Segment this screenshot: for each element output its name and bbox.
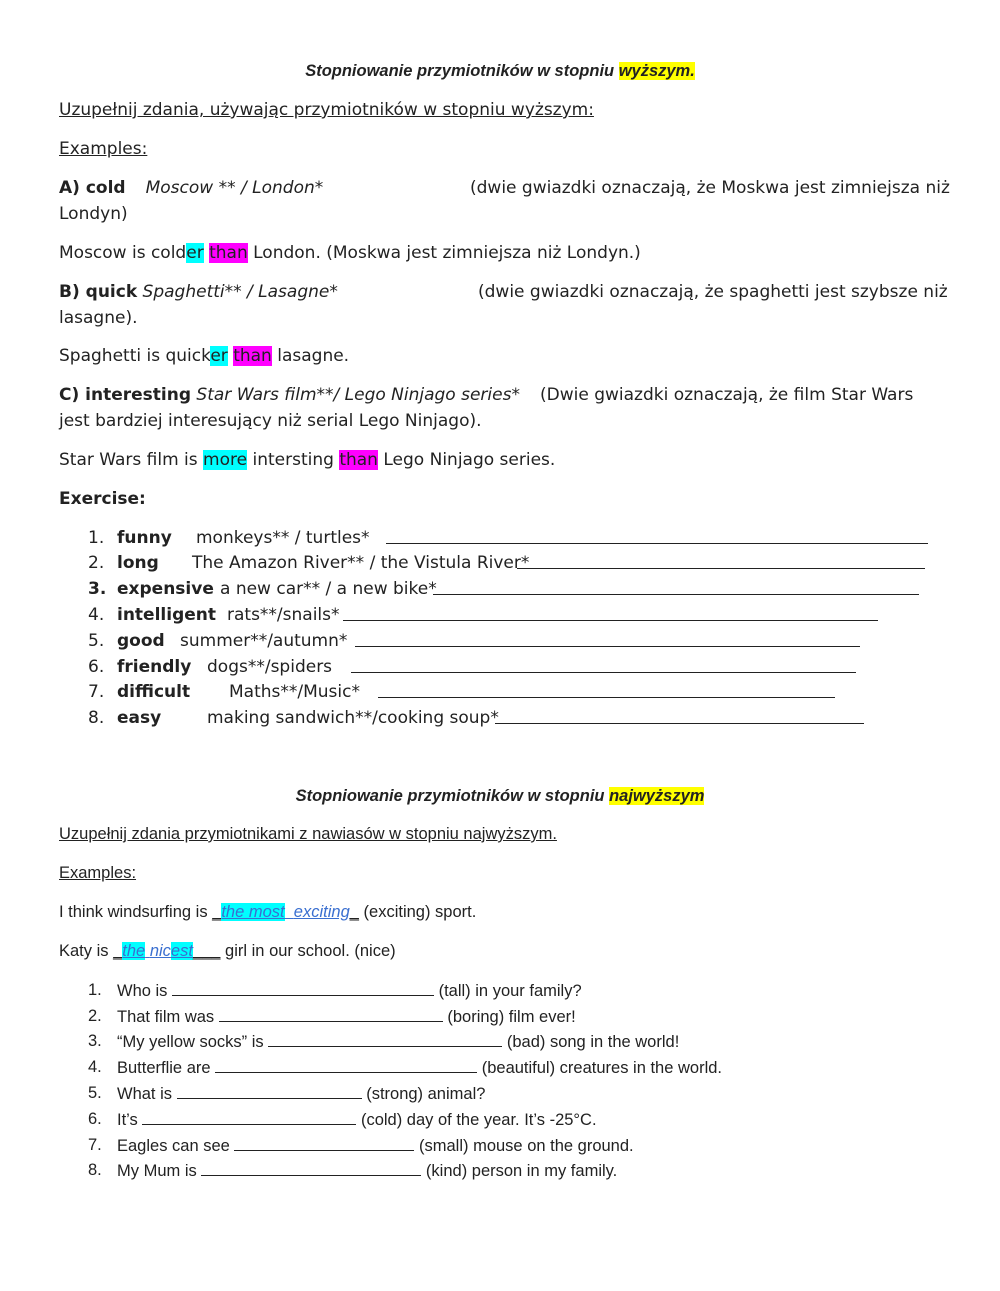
- ex1-pre: I think windsurfing is: [59, 903, 213, 921]
- example-b-suffix-highlight: er: [210, 346, 228, 366]
- ex2-underscore-end: ___: [192, 942, 221, 960]
- example-c-sentence-end: Lego Ninjago series.: [377, 450, 556, 470]
- ex2-suffix-highlight: est: [170, 942, 193, 960]
- item-number: 7.: [88, 682, 105, 702]
- item-pre: Who is: [117, 982, 173, 1000]
- item-adjective: funny: [117, 528, 172, 548]
- answer-blank[interactable]: [386, 527, 928, 544]
- item-number: 1.: [88, 981, 102, 999]
- section2-examples-label: Examples:: [59, 864, 137, 882]
- item-words: a new car** / a new bike*: [220, 579, 437, 599]
- example-a-words: Moscow ** / London*: [145, 178, 324, 198]
- exercise2-item: [88, 1030, 680, 1052]
- example-a-line: [59, 177, 323, 199]
- answer-blank[interactable]: [234, 1134, 414, 1151]
- item-pre: That film was: [117, 1008, 219, 1026]
- example-c-words: Star Wars film**/ Lego Ninjago series*: [196, 385, 520, 405]
- answer-blank[interactable]: [517, 552, 925, 569]
- example-b-sentence: [59, 345, 349, 367]
- section1-instruction: Uzupełnij zdania, używając przymiotników w stopniu wyższym:: [59, 100, 594, 120]
- item-words: rats**/snails*: [227, 605, 340, 625]
- example-c-line: [59, 384, 520, 406]
- item-adjective: good: [117, 631, 165, 651]
- example-superlative-2: [59, 940, 396, 962]
- answer-blank[interactable]: [142, 1108, 356, 1125]
- answer-blank[interactable]: [172, 979, 434, 996]
- item-adjective: long: [117, 553, 159, 573]
- ex2-pre: Katy is: [59, 942, 114, 960]
- example-b-sentence-end: lasagne.: [271, 346, 350, 366]
- ex1-underscore-end: _: [349, 903, 359, 921]
- item-pre: It’s: [117, 1111, 143, 1129]
- ex2-the-highlight: the: [122, 942, 146, 960]
- example-a-note-cont: Londyn): [59, 204, 128, 224]
- example-c-middle: intersting: [247, 450, 340, 470]
- answer-blank[interactable]: [343, 604, 878, 621]
- section1-title-text: Stopniowanie przymiotników w stopniu: [305, 62, 619, 80]
- item-adjective: intelligent: [117, 605, 216, 625]
- ex2-stem: nic: [149, 942, 171, 960]
- example-a-suffix-highlight: er: [186, 243, 204, 263]
- example-a-sentence-start: Moscow is cold: [59, 243, 187, 263]
- item-pre: “My yellow socks” is: [117, 1033, 269, 1051]
- section2-title-text: Stopniowanie przymiotników w stopniu: [295, 787, 610, 805]
- example-c-more-highlight: more: [203, 450, 248, 470]
- example-a-label: A) cold: [59, 178, 126, 198]
- item-words: summer**/autumn*: [180, 631, 348, 651]
- item-number: 5.: [88, 631, 105, 651]
- example-c-sentence-start: Star Wars film is: [59, 450, 204, 470]
- answer-blank[interactable]: [201, 1159, 421, 1176]
- answer-blank[interactable]: [351, 656, 856, 673]
- exercise2-item: [88, 1056, 723, 1078]
- item-adjective: difficult: [117, 682, 191, 702]
- item-number: 8.: [88, 708, 105, 728]
- answer-blank[interactable]: [219, 1005, 443, 1022]
- example-a-sentence-end: London. (Moskwa jest zimniejsza niż Londyn.): [247, 243, 641, 263]
- answer-blank[interactable]: [177, 1082, 362, 1099]
- item-number: 6.: [88, 657, 105, 677]
- example-c-note-cont: jest bardziej interesujący niż serial Lego Ninjago).: [59, 411, 482, 431]
- exercise1-item: [88, 552, 530, 574]
- example-b-sentence-start: Spaghetti is quick: [59, 346, 211, 366]
- ex1-underscore: _: [212, 903, 222, 921]
- exercise1-item: [88, 630, 348, 652]
- ex2-underscore: _: [113, 942, 123, 960]
- exercise2-item: [88, 1108, 597, 1130]
- answer-blank[interactable]: [268, 1030, 502, 1047]
- item-number: 2.: [88, 1007, 102, 1025]
- exercise1-item: [88, 578, 437, 600]
- exercise2-item: [88, 979, 582, 1001]
- item-adjective: friendly: [117, 657, 192, 677]
- example-a-note: (dwie gwiazdki oznaczają, że Moskwa jest zimniejsza niż: [470, 178, 950, 198]
- section1-examples-label: Examples:: [59, 139, 148, 159]
- item-number: 6.: [88, 1110, 102, 1128]
- item-number: 5.: [88, 1084, 102, 1102]
- exercise2-item: [88, 1159, 618, 1181]
- item-post: (boring) film ever!: [442, 1008, 576, 1026]
- item-number: 7.: [88, 1136, 102, 1154]
- item-number: 4.: [88, 1058, 102, 1076]
- item-post: (strong) animal?: [361, 1085, 486, 1103]
- example-c-note: (Dwie gwiazdki oznaczają, że film Star Wars: [540, 385, 914, 405]
- item-adjective: expensive: [117, 579, 214, 599]
- item-number: 2.: [88, 553, 105, 573]
- exercise2-item: [88, 1082, 486, 1104]
- answer-blank[interactable]: [215, 1056, 477, 1073]
- example-b-line: [59, 281, 338, 303]
- item-post: (small) mouse on the ground.: [414, 1137, 634, 1155]
- example-superlative-1: [59, 901, 476, 923]
- example-b-label: B) quick: [59, 282, 138, 302]
- example-a-sentence: [59, 242, 641, 264]
- example-c-than-highlight: than: [339, 450, 378, 470]
- item-pre: My Mum is: [117, 1162, 202, 1180]
- exercise1-item: [88, 707, 499, 729]
- item-post: (cold) day of the year. It’s -25°C.: [356, 1111, 597, 1129]
- example-c-label: C) interesting: [59, 385, 192, 405]
- item-pre: Eagles can see: [117, 1137, 235, 1155]
- section2-title-highlight: najwyższym: [609, 787, 705, 805]
- item-post: (tall) in your family?: [434, 982, 582, 1000]
- exercise1-item: [88, 604, 340, 626]
- item-number: 3.: [88, 579, 107, 599]
- example-b-than-highlight: than: [233, 346, 272, 366]
- ex1-post: (exciting) sport.: [358, 903, 477, 921]
- answer-blank[interactable]: [433, 578, 919, 595]
- exercise2-item: [88, 1134, 634, 1156]
- item-number: 8.: [88, 1161, 102, 1179]
- item-number: 3.: [88, 1032, 102, 1050]
- ex1-answer-highlight: the most: [221, 903, 285, 921]
- section2-title: [0, 785, 1000, 807]
- ex1-answer-word: exciting: [293, 903, 350, 921]
- ex1-space: [285, 903, 294, 921]
- item-pre: Butterflie are: [117, 1059, 216, 1077]
- answer-blank[interactable]: [495, 707, 864, 724]
- example-b-note-cont: lasagne).: [59, 308, 138, 328]
- item-words: monkeys** / turtles*: [196, 528, 370, 548]
- example-c-sentence: [59, 449, 555, 471]
- item-number: 1.: [88, 528, 105, 548]
- exercise2-item: [88, 1005, 576, 1027]
- item-post: (kind) person in my family.: [421, 1162, 618, 1180]
- exercise1-item: [88, 656, 333, 678]
- item-words: dogs**/spiders: [207, 657, 333, 677]
- exercise1-item: [88, 681, 360, 703]
- example-b-note: (dwie gwiazdki oznaczają, że spaghetti jest szybsze niż: [478, 282, 948, 302]
- section1-title-highlight: wyższym.: [618, 62, 695, 80]
- example-a-than-highlight: than: [209, 243, 248, 263]
- exercise-label: Exercise:: [59, 489, 146, 509]
- item-number: 4.: [88, 605, 105, 625]
- example-b-words: Spaghetti** / Lasagne*: [142, 282, 338, 302]
- item-words: The Amazon River** / the Vistula River*: [192, 553, 530, 573]
- item-post: (bad) song in the world!: [502, 1033, 680, 1051]
- ex2-post: girl in our school. (nice): [220, 942, 396, 960]
- item-words: making sandwich**/cooking soup*: [207, 708, 499, 728]
- section2-instruction: Uzupełnij zdania przymiotnikami z nawiasów w stopniu najwyższym.: [59, 825, 557, 843]
- answer-blank[interactable]: [355, 630, 860, 647]
- exercise1-item: [88, 527, 370, 549]
- section1-title: [0, 60, 1000, 82]
- item-words: Maths**/Music*: [229, 682, 360, 702]
- item-adjective: easy: [117, 708, 162, 728]
- answer-blank[interactable]: [378, 681, 835, 698]
- item-pre: What is: [117, 1085, 177, 1103]
- item-post: (beautiful) creatures in the world.: [477, 1059, 723, 1077]
